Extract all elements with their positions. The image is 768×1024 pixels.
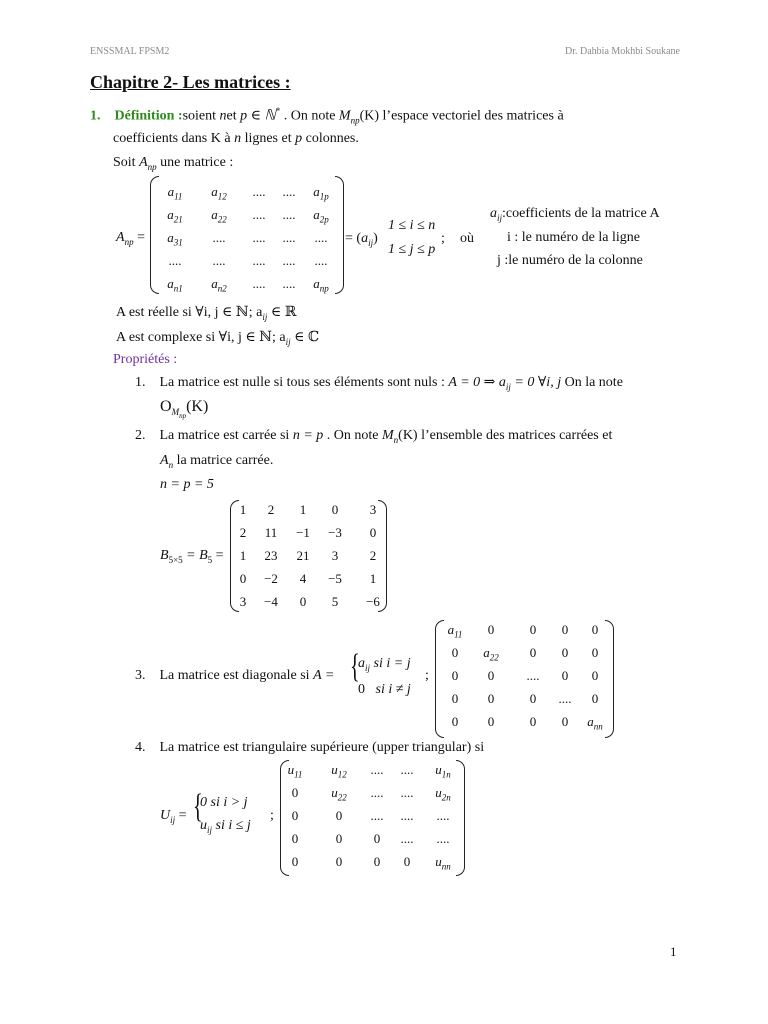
properties-title: Propriétés : <box>113 352 178 367</box>
prop2-line <box>135 428 612 445</box>
complex-text: A est complexe si ∀i, j ∈ ℕ; a <box>116 330 286 345</box>
prop2-np5: n = p = 5 <box>160 477 214 492</box>
prop3-A-eq: A = <box>313 668 335 683</box>
matB-cell-r3c4: 3 <box>331 548 339 563</box>
prop1-sub: ij <box>505 381 511 392</box>
matA-cell-r1c4: .... <box>282 184 296 199</box>
prop3-case1-a: a <box>358 656 365 671</box>
prop2-text: La matrice est carrée si <box>159 428 290 443</box>
zero-sub-M: M <box>171 407 180 418</box>
matU-cell-r1c2: $u_{12}$ <box>331 762 347 780</box>
def3-text: Soit <box>113 155 136 170</box>
matB-cell-r5c3: 0 <box>299 594 307 609</box>
matU-cell-r2c2: $u_{22}$ <box>331 785 347 803</box>
def-star: * <box>275 106 281 116</box>
matB-cell-r3c2: 23 <box>264 548 278 563</box>
matB-cell-r3c3: 21 <box>296 548 310 563</box>
B-letter: B <box>160 548 169 563</box>
def-n: n <box>219 108 227 124</box>
matD-cell-r5c3: 0 <box>529 714 537 729</box>
matB-cell-r2c1: 2 <box>239 525 247 540</box>
matA-cell-r2c4: .... <box>282 207 296 222</box>
prop3-case2-zero: 0 <box>358 682 365 697</box>
A-sub: np <box>124 236 134 247</box>
matA-cell-r5c3: .... <box>252 276 266 291</box>
semicolon: ; <box>441 231 445 246</box>
prop1-formula-end: = 0 ∀i, j <box>510 375 562 390</box>
matB-cell-r5c1: 3 <box>239 594 247 609</box>
matD-cell-r1c2: 0 <box>487 622 495 637</box>
prop3-case2 <box>358 682 411 698</box>
note-coefficients <box>490 206 660 223</box>
matD-cell-r5c5: $a_{nn}$ <box>587 714 603 732</box>
prop2-An: A <box>160 453 169 468</box>
matU-cell-r4c3: 0 <box>373 831 381 846</box>
def2-text: coefficients dans <box>113 131 208 146</box>
matD-cell-r5c2: 0 <box>487 714 495 729</box>
def3-A-sub: np <box>147 161 157 172</box>
prop3-text: La matrice est diagonale si <box>159 668 310 683</box>
definition-line-2 <box>113 131 359 147</box>
prop4-case1: 0 si i > j <box>200 795 248 810</box>
A-letter: A <box>116 230 125 245</box>
matU-cell-r2c5: $u_{2n}$ <box>435 785 451 803</box>
def-text-b: . On note <box>283 108 336 124</box>
matrix-A-right-paren <box>335 176 344 294</box>
matD-cell-r1c3: 0 <box>529 622 537 637</box>
prop4-case2 <box>200 818 251 835</box>
prop4-num: 4. <box>135 740 146 755</box>
matU-cell-r5c3: 0 <box>373 854 381 869</box>
matA-cell-r2c1: $a_{21}$ <box>167 207 183 225</box>
prop1-tail: On la note <box>564 375 623 390</box>
matA-cell-r3c1: $a_{31}$ <box>167 230 183 248</box>
B-mid: = B <box>182 548 208 563</box>
matD-cell-r4c5: 0 <box>591 691 599 706</box>
U-letter: U <box>160 808 171 823</box>
complex-line <box>116 329 319 347</box>
B-eq: = <box>212 548 224 563</box>
matU-cell-r3c2: 0 <box>335 808 343 823</box>
prop3-case1-cond: si i = j <box>373 656 411 671</box>
zero-K: (K) <box>186 398 209 415</box>
prop3-line <box>135 668 334 684</box>
matA-cell-r5c5: $a_{np}$ <box>313 276 329 294</box>
matB-cell-r5c2: −4 <box>264 594 278 609</box>
matA-cell-r5c2: $a_{n2}$ <box>211 276 227 294</box>
matU-cell-r4c2: 0 <box>335 831 343 846</box>
matA-cell-r1c5: $a_{1p}$ <box>313 184 329 202</box>
prop2-text4: la matrice carrée. <box>176 453 274 468</box>
prop1-line <box>135 374 623 392</box>
def-p: p ∈ ℕ <box>240 108 276 124</box>
prop4-case2-sub: ij <box>207 824 213 835</box>
matB-cell-r3c5: 2 <box>369 548 377 563</box>
matB-cell-r2c5: 0 <box>369 525 377 540</box>
definition-line-1 <box>90 106 564 125</box>
prop3-case1 <box>358 656 411 673</box>
note1-text: :coefficients de la matrice A <box>502 206 660 221</box>
matB-cell-r4c3: 4 <box>299 571 307 586</box>
matU-cell-r2c3: .... <box>370 785 384 800</box>
matD-cell-r3c1: 0 <box>451 668 459 683</box>
header-right: Dr. Dahbia Mokhbi Soukane <box>565 46 680 57</box>
prop1-formula: A = 0 ⇒ a <box>448 375 506 390</box>
matB-cell-r1c2: 2 <box>267 502 275 517</box>
matB-cell-r3c1: 1 <box>239 548 247 563</box>
matU-cell-r5c5: $u_{nn}$ <box>435 854 451 872</box>
prop2-cond: n = p <box>292 428 324 443</box>
matA-cell-r2c3: .... <box>252 207 266 222</box>
def3-b: une matrice : <box>160 155 234 170</box>
prop1-num: 1. <box>135 375 146 390</box>
def-M: M <box>338 108 351 124</box>
matD-cell-r3c5: 0 <box>591 668 599 683</box>
matD-cell-r4c2: 0 <box>487 691 495 706</box>
prop1-text: La matrice est nulle si tous ses éléments sont nuls : <box>159 375 445 390</box>
prop3-semi: ; <box>425 668 429 683</box>
matA-cell-r3c2: .... <box>212 230 226 245</box>
prop2-K: (K) <box>398 428 418 443</box>
matB-cell-r5c4: 5 <box>331 594 339 609</box>
prop4-line <box>135 740 484 756</box>
note-a: a <box>490 206 497 221</box>
matU-cell-r3c4: .... <box>400 808 414 823</box>
definition-number: 1. <box>90 108 101 124</box>
matU-cell-r4c4: .... <box>400 831 414 846</box>
matD-cell-r4c1: 0 <box>451 691 459 706</box>
matD-cell-r3c4: 0 <box>561 668 569 683</box>
matA-cell-r4c2: .... <box>212 253 226 268</box>
matrix-A-lhs: $A_{np}$ = <box>116 230 145 247</box>
matA-cell-r4c4: .... <box>282 253 296 268</box>
matA-cell-r4c3: .... <box>252 253 266 268</box>
note-row: i : le numéro de la ligne <box>507 230 640 245</box>
prop4-case2-u: u <box>200 818 207 833</box>
matB-cell-r1c4: 0 <box>331 502 339 517</box>
matB-cell-r1c5: 3 <box>369 502 377 517</box>
ou-word: où <box>460 231 474 246</box>
def2-n: n <box>234 131 242 146</box>
def-et: et <box>226 108 237 124</box>
matD-cell-r1c1: $a_{11}$ <box>447 622 463 640</box>
prop2-text3: l’ensemble des matrices carrées et <box>421 428 613 443</box>
real-text: A est réelle si ∀i, j ∈ ℕ; a <box>116 305 263 320</box>
rhs-a: a <box>361 231 369 246</box>
matrix-B-lhs <box>160 548 224 565</box>
matA-cell-r5c1: $a_{n1}$ <box>167 276 183 294</box>
note-a-sub: ij <box>497 212 503 223</box>
matA-cell-r2c2: $a_{22}$ <box>211 207 227 225</box>
prop1-zero-matrix <box>160 398 208 420</box>
matA-cell-r1c3: .... <box>252 184 266 199</box>
B-sub2: 5 <box>207 554 213 565</box>
matU-cell-r5c1: 0 <box>291 854 299 869</box>
matU-cell-r1c5: $u_{1n}$ <box>435 762 451 780</box>
real-sub: ij <box>262 311 268 322</box>
matD-cell-r3c3: .... <box>526 668 540 683</box>
def2-p: p <box>295 131 303 146</box>
matU-cell-r4c5: .... <box>436 831 450 846</box>
matB-cell-r5c5: −6 <box>366 594 380 609</box>
prop4-U <box>160 808 187 825</box>
prop2-num: 2. <box>135 428 146 443</box>
prop2-An-sub: n <box>168 459 174 470</box>
matU-cell-r4c1: 0 <box>291 831 299 846</box>
matU-cell-r2c4: .... <box>400 785 414 800</box>
def2-K: K <box>210 131 221 146</box>
matB-cell-r4c4: −5 <box>328 571 342 586</box>
prop4-case2-cond: si i ≤ j <box>215 818 251 833</box>
def2-b: lignes et <box>244 131 292 146</box>
matU-cell-r1c1: $u_{11}$ <box>287 762 303 780</box>
complex-end: ∈ ℂ <box>290 330 320 345</box>
matD-cell-r2c4: 0 <box>561 645 569 660</box>
def3-A: A <box>139 155 148 170</box>
prop2-line2 <box>160 453 273 470</box>
complex-sub: ij <box>285 336 291 347</box>
definition-line-3 <box>113 155 233 172</box>
B-sub1: 5×5 <box>168 554 183 565</box>
matB-cell-r1c1: 1 <box>239 502 247 517</box>
matD-cell-r1c5: 0 <box>591 622 599 637</box>
matA-cell-r4c1: .... <box>168 253 182 268</box>
matA-cell-r3c3: .... <box>252 230 266 245</box>
matB-cell-r4c1: 0 <box>239 571 247 586</box>
prop4-semi: ; <box>270 808 274 823</box>
prop2-text2: . On note <box>326 428 379 443</box>
prop3-brace: { <box>350 648 360 685</box>
zero-subsub: np <box>179 411 187 420</box>
prop2-M-sub: n <box>393 434 399 445</box>
matU-cell-r1c3: .... <box>370 762 384 777</box>
matD-cell-r2c2: $a_{22}$ <box>483 645 499 663</box>
real-end: ∈ ℝ <box>267 305 297 320</box>
matrix-A-rhs: = $(a_{ij})$ <box>345 231 378 248</box>
U-eq: = <box>178 808 187 823</box>
zero-sub <box>171 407 187 420</box>
def2-c: colonnes. <box>305 131 359 146</box>
matB-cell-r2c3: −1 <box>296 525 310 540</box>
matU-cell-r2c1: 0 <box>291 785 299 800</box>
matU-cell-r3c3: .... <box>370 808 384 823</box>
prop3-case1-sub: ij <box>365 662 371 673</box>
matD-cell-r1c4: 0 <box>561 622 569 637</box>
matA-cell-r4c5: .... <box>314 253 328 268</box>
U-sub: ij <box>170 814 176 825</box>
matU-cell-r5c4: 0 <box>403 854 411 869</box>
matU-cell-r5c2: 0 <box>335 854 343 869</box>
matB-cell-r2c4: −3 <box>328 525 342 540</box>
matU-cell-r3c1: 0 <box>291 808 299 823</box>
matA-cell-r1c1: $a_{11}$ <box>167 184 183 202</box>
prop4-brace: { <box>193 788 203 825</box>
real-line <box>116 304 296 322</box>
cond-i: 1 ≤ i ≤ n <box>388 218 436 233</box>
matA-cell-r3c5: .... <box>314 230 328 245</box>
def-text-a: soient <box>182 108 217 124</box>
matrix-A-left-paren <box>150 176 159 294</box>
prop3-num: 3. <box>135 668 146 683</box>
def-M-sub: np <box>350 115 360 126</box>
matD-cell-r4c4: .... <box>558 691 572 706</box>
def-K: (K) <box>359 108 380 124</box>
matU-cell-r1c4: .... <box>400 762 414 777</box>
matA-cell-r3c4: .... <box>282 230 296 245</box>
matD-cell-r4c3: 0 <box>529 691 537 706</box>
chapter-title: Chapitre 2- Les matrices : <box>90 72 291 92</box>
header-left: ENSSMAL FPSM2 <box>90 46 170 57</box>
matU-cell-r3c5: .... <box>436 808 450 823</box>
prop3-case2-cond: si i ≠ j <box>375 682 411 697</box>
matD-cell-r2c5: 0 <box>591 645 599 660</box>
matA-cell-r1c2: $a_{12}$ <box>211 184 227 202</box>
matD-cell-r5c1: 0 <box>451 714 459 729</box>
def-text-c: l’espace vectoriel des matrices à <box>382 108 564 124</box>
matD-cell-r3c2: 0 <box>487 668 495 683</box>
zero-O: O <box>160 398 172 415</box>
matA-cell-r5c4: .... <box>282 276 296 291</box>
matA-cell-r2c5: $a_{2p}$ <box>313 207 329 225</box>
matB-cell-r1c3: 1 <box>299 502 307 517</box>
note-col: j :le numéro de la colonne <box>497 253 643 268</box>
matD-cell-r2c3: 0 <box>529 645 537 660</box>
rhs-sub: ij <box>368 237 374 248</box>
definition-label: Définition : <box>114 108 183 124</box>
matB-cell-r4c2: −2 <box>264 571 278 586</box>
matD-cell-r2c1: 0 <box>451 645 459 660</box>
prop2-M: M <box>381 428 394 443</box>
prop4-text: La matrice est triangulaire supérieure (upper triangular) si <box>159 740 485 755</box>
def2-a: à <box>224 131 231 146</box>
cond-j: 1 ≤ j ≤ p <box>388 242 436 257</box>
page-number: 1 <box>670 944 677 959</box>
matD-cell-r5c4: 0 <box>561 714 569 729</box>
matB-cell-r4c5: 1 <box>369 571 377 586</box>
matB-cell-r2c2: 11 <box>264 525 278 540</box>
